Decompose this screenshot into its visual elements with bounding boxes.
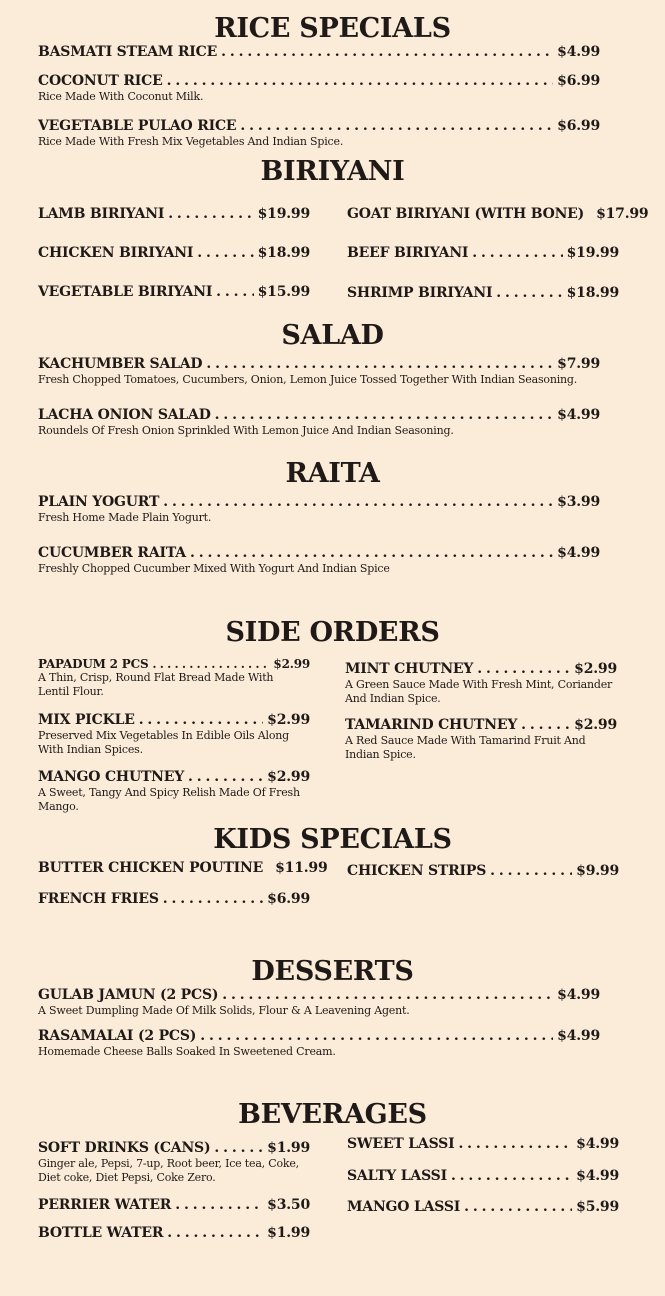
item-name: LACHA ONION SALAD [38,407,211,423]
item-price: $3.99 [557,494,600,510]
leader-dots [221,43,553,61]
item-price: $9.99 [576,863,619,879]
menu-item [347,1198,619,1216]
leader-dots [188,768,263,786]
leader-dots [167,72,554,90]
menu-item [38,711,310,757]
item-price: $19.99 [566,245,619,261]
menu-item [347,1167,619,1185]
section-title-beverages: BEVERAGES [238,1099,427,1130]
leader-dots [214,1139,263,1157]
item-price: $4.99 [557,44,600,60]
item-price: $1.99 [267,1225,310,1241]
item-name: SHRIMP BIRIYANI [347,285,493,301]
leader-dots [472,244,562,262]
menu-item [38,72,600,104]
section-title-sides: SIDE ORDERS [225,617,440,648]
section-title-kids: KIDS SPECIALS [213,824,452,855]
section-title-rice: RICE SPECIALS [214,13,451,44]
item-name: CUCUMBER RAITA [38,545,186,561]
item-description: Preserved Mix Vegetables In Edible Oils Along With Indian Spices. [38,729,289,756]
item-name: BASMATI STEAM RICE [38,44,218,60]
item-name: SWEET LASSI [347,1136,455,1152]
item-price: $18.99 [257,245,310,261]
menu-item [345,660,617,706]
leader-dots [490,862,572,880]
menu-item [38,859,328,877]
leader-dots [477,660,570,678]
menu-item [347,1135,619,1153]
item-price: $2.99 [273,657,310,671]
leader-dots [496,284,562,302]
menu-item [347,244,619,262]
leader-dots [206,355,553,373]
item-name: PERRIER WATER [38,1197,172,1213]
leader-dots [175,1196,263,1214]
item-price: $15.99 [257,284,310,300]
section-title-salad: SALAD [281,320,384,351]
item-price: $1.99 [267,1140,310,1156]
menu-item [345,716,617,762]
menu-item [38,43,600,61]
item-name: RASAMALAI (2 PCS) [38,1028,197,1044]
menu-item [38,244,310,262]
item-name: FRENCH FRIES [38,891,159,907]
item-price: $3.50 [267,1197,310,1213]
item-price: $4.99 [557,1028,600,1044]
leader-dots [521,716,570,734]
menu-item [38,1027,600,1059]
item-price: $2.99 [267,769,310,785]
item-name: CHICKEN BIRIYANI [38,245,194,261]
menu-item [38,1196,310,1214]
item-name: LAMB BIRIYANI [38,206,165,222]
item-name: MANGO CHUTNEY [38,769,185,785]
item-price: $18.99 [566,285,619,301]
item-name: COCONUT RICE [38,73,163,89]
leader-dots [464,1198,572,1216]
section-title-biriyani: BIRIYANI [260,156,405,187]
menu-item [38,544,600,576]
leader-dots [451,1167,572,1185]
leader-dots [240,117,553,135]
item-description: A Sweet, Tangy And Spicy Relish Made Of Fresh Mango. [38,786,300,813]
item-name: CHICKEN STRIPS [347,863,487,879]
menu-item [38,493,600,525]
item-name: BEEF BIRIYANI [347,245,469,261]
menu-item [38,890,310,908]
item-name: BOTTLE WATER [38,1225,164,1241]
item-price: $11.99 [275,860,328,876]
item-price: $6.99 [267,891,310,907]
item-description: Freshly Chopped Cucumber Mixed With Yogurt And Indian Spice [38,562,390,575]
menu-item [38,406,600,438]
leader-dots [163,493,553,511]
item-description: Homemade Cheese Balls Soaked In Sweetened Cream. [38,1045,336,1058]
item-description: Fresh Home Made Plain Yogurt. [38,511,212,524]
item-price: $5.99 [576,1199,619,1215]
menu-item [38,205,310,223]
item-name: PAPADUM 2 PCS [38,657,149,671]
item-name: MINT CHUTNEY [345,661,474,677]
leader-dots [215,406,554,424]
item-description: A Red Sauce Made With Tamarind Fruit And Indian Spice. [345,734,586,761]
leader-dots [167,1224,263,1242]
leader-dots [163,890,263,908]
menu-item [38,355,600,387]
item-name: VEGETABLE PULAO RICE [38,118,237,134]
item-description: A Green Sauce Made With Fresh Mint, Coriander And Indian Spice. [345,678,613,705]
menu-item [38,768,310,814]
item-description: A Thin, Crisp, Round Flat Bread Made With Lentil Flour. [38,671,274,698]
menu-item [38,117,600,149]
item-price: $2.99 [574,717,617,733]
menu-item [347,284,619,302]
item-name: GULAB JAMUN (2 PCS) [38,987,219,1003]
item-name: SALTY LASSI [347,1168,447,1184]
leader-dots [216,283,253,301]
item-description: Fresh Chopped Tomatoes, Cucumbers, Onion, Lemon Juice Tossed Together With Indian Seasoning. [38,373,578,386]
menu-item [347,862,619,880]
item-price: $7.99 [557,356,600,372]
item-description: Ginger ale, Pepsi, 7-up, Root beer, Ice tea, Coke, Diet coke, Diet Pepsi, Coke Zero. [38,1157,299,1184]
section-title-raita: RAITA [285,458,380,489]
item-description: Rice Made With Fresh Mix Vegetables And Indian Spice. [38,135,344,148]
leader-dots [222,986,553,1004]
item-price: $4.99 [576,1168,619,1184]
menu-item [347,205,649,223]
menu-item [38,986,600,1018]
item-price: $2.99 [574,661,617,677]
item-name: MANGO LASSI [347,1199,461,1215]
item-price: $17.99 [596,206,649,222]
leader-dots [190,544,553,562]
item-price: $2.99 [267,712,310,728]
section-title-desserts: DESSERTS [251,956,414,987]
item-name: PLAIN YOGURT [38,494,160,510]
item-description: Rice Made With Coconut Milk. [38,90,204,103]
item-name: VEGETABLE BIRIYANI [38,284,213,300]
item-name: SOFT DRINKS (CANS) [38,1140,211,1156]
item-name: BUTTER CHICKEN POUTINE [38,860,264,876]
leader-dots [200,1027,553,1045]
menu-item [38,1139,310,1185]
item-name: KACHUMBER SALAD [38,356,203,372]
menu-item [38,283,310,301]
item-name: TAMARIND CHUTNEY [345,717,518,733]
item-description: A Sweet Dumpling Made Of Milk Solids, Flour & A Leavening Agent. [38,1004,410,1017]
menu-item [38,657,310,699]
item-price: $4.99 [576,1136,619,1152]
leader-dots [152,657,269,671]
leader-dots [168,205,253,223]
item-name: MIX PICKLE [38,712,135,728]
item-description: Roundels Of Fresh Onion Sprinkled With Lemon Juice And Indian Seasoning. [38,424,454,437]
item-price: $19.99 [257,206,310,222]
item-price: $4.99 [557,987,600,1003]
leader-dots [197,244,253,262]
leader-dots [458,1135,572,1153]
item-price: $4.99 [557,545,600,561]
item-name: GOAT BIRIYANI (WITH BONE) [347,206,585,222]
leader-dots [139,711,263,729]
item-price: $6.99 [557,73,600,89]
item-price: $6.99 [557,118,600,134]
menu-item [38,1224,310,1242]
item-price: $4.99 [557,407,600,423]
